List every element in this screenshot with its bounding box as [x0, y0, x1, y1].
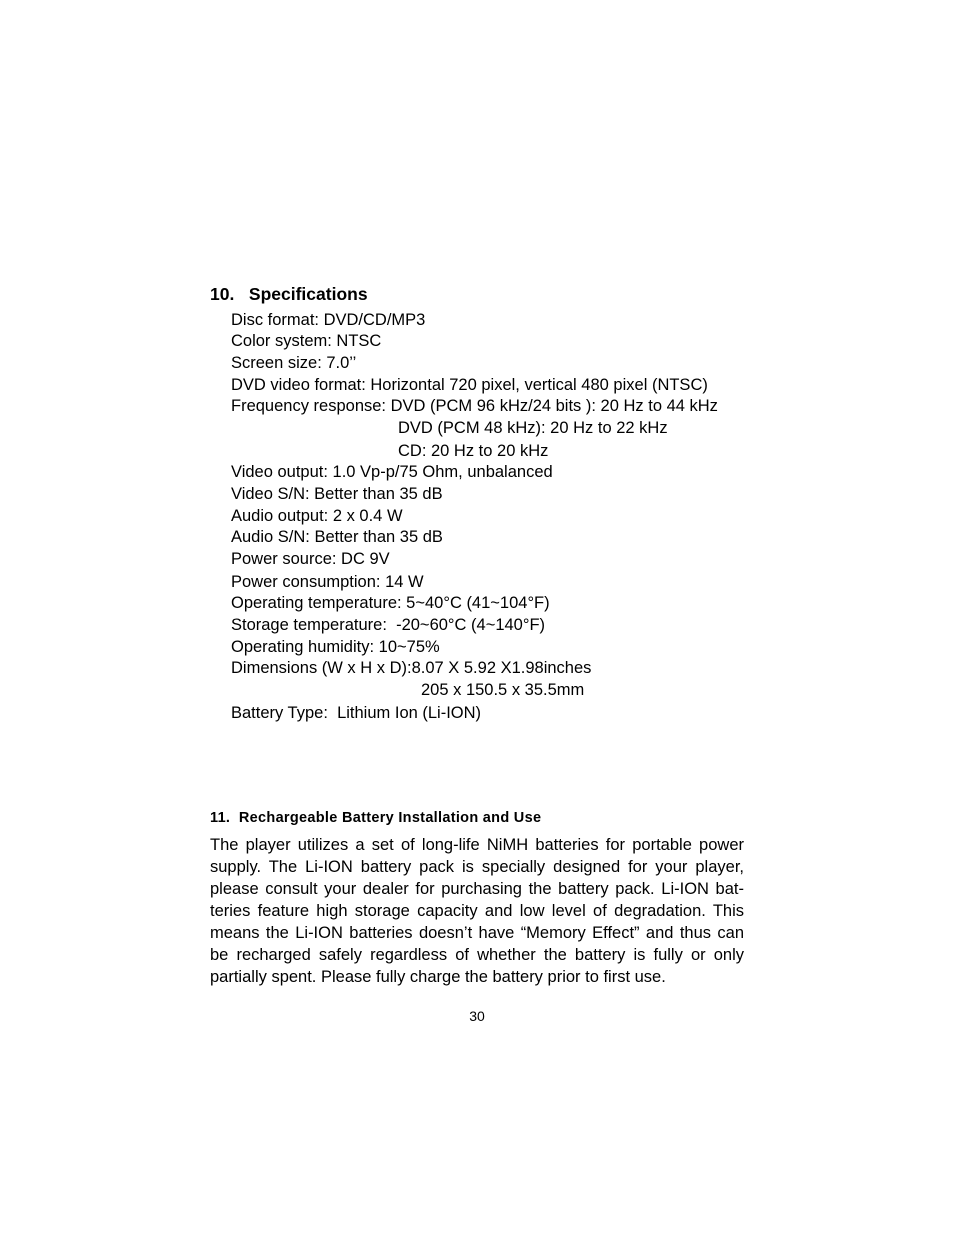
- spec-operating-temperature: Operating temperature: 5~40°C (41~104°F): [231, 594, 550, 612]
- specifications-heading: 10. Specifications: [210, 284, 368, 304]
- spec-audio-output: Audio output: 2 x 0.4 W: [231, 507, 403, 525]
- spec-audio-sn: Audio S/N: Better than 35 dB: [231, 528, 443, 546]
- spec-storage-temperature: Storage temperature: -20~60°C (4~140°F): [231, 616, 546, 634]
- spec-dvd-video-format: DVD video format: Horizontal 720 pixel, vertical 480 pixel (NTSC): [231, 376, 708, 394]
- spec-frequency-response: Frequency response: DVD (PCM 96 kHz/24 bits ): 20 Hz to 44 kHz: [231, 397, 718, 415]
- spec-power-consumption: Power consumption: 14 W: [231, 573, 424, 591]
- battery-paragraph-line: The player utilizes a set of long-life NiMH batteries for portable power: [210, 836, 744, 854]
- spec-disc-format: Disc format: DVD/CD/MP3: [231, 311, 426, 329]
- spec-battery-type: Battery Type: Lithium Ion (Li-ION): [231, 704, 482, 722]
- spec-frequency-response-cd: CD: 20 Hz to 20 kHz: [398, 442, 549, 460]
- spec-frequency-response-pcm48: DVD (PCM 48 kHz): 20 Hz to 22 kHz: [398, 419, 668, 437]
- battery-paragraph-line: means the Li-ION batteries doesn’t have “Memory Effect” and thus can: [210, 924, 744, 942]
- battery-paragraph-line: please consult your dealer for purchasing the battery pack. Li-ION bat-: [210, 880, 744, 898]
- battery-paragraph-line: supply. The Li-ION battery pack is specially designed for your player,: [210, 858, 744, 876]
- spec-video-output: Video output: 1.0 Vp-p/75 Ohm, unbalanced: [231, 463, 553, 481]
- battery-paragraph-line: teries feature high storage capacity and low level of degradation. This: [210, 902, 744, 920]
- spec-video-sn: Video S/N: Better than 35 dB: [231, 485, 443, 503]
- spec-dimensions-mm: 205 x 150.5 x 35.5mm: [421, 681, 585, 699]
- spec-power-source: Power source: DC 9V: [231, 550, 390, 568]
- battery-paragraph-line: partially spent. Please fully charge the battery prior to first use.: [210, 968, 666, 986]
- spec-operating-humidity: Operating humidity: 10~75%: [231, 638, 440, 656]
- battery-paragraph-line: be recharged safely regardless of whether the battery is fully or only: [210, 946, 744, 964]
- battery-section-heading: 11. Rechargeable Battery Installation and Use: [210, 810, 542, 826]
- page-number: 30: [469, 1008, 485, 1024]
- spec-dimensions-inches: Dimensions (W x H x D):8.07 X 5.92 X1.98inches: [231, 659, 592, 677]
- battery-paragraph: [210, 834, 744, 988]
- spec-color-system: Color system: NTSC: [231, 332, 382, 350]
- spec-screen-size: Screen size: 7.0’’: [231, 354, 357, 372]
